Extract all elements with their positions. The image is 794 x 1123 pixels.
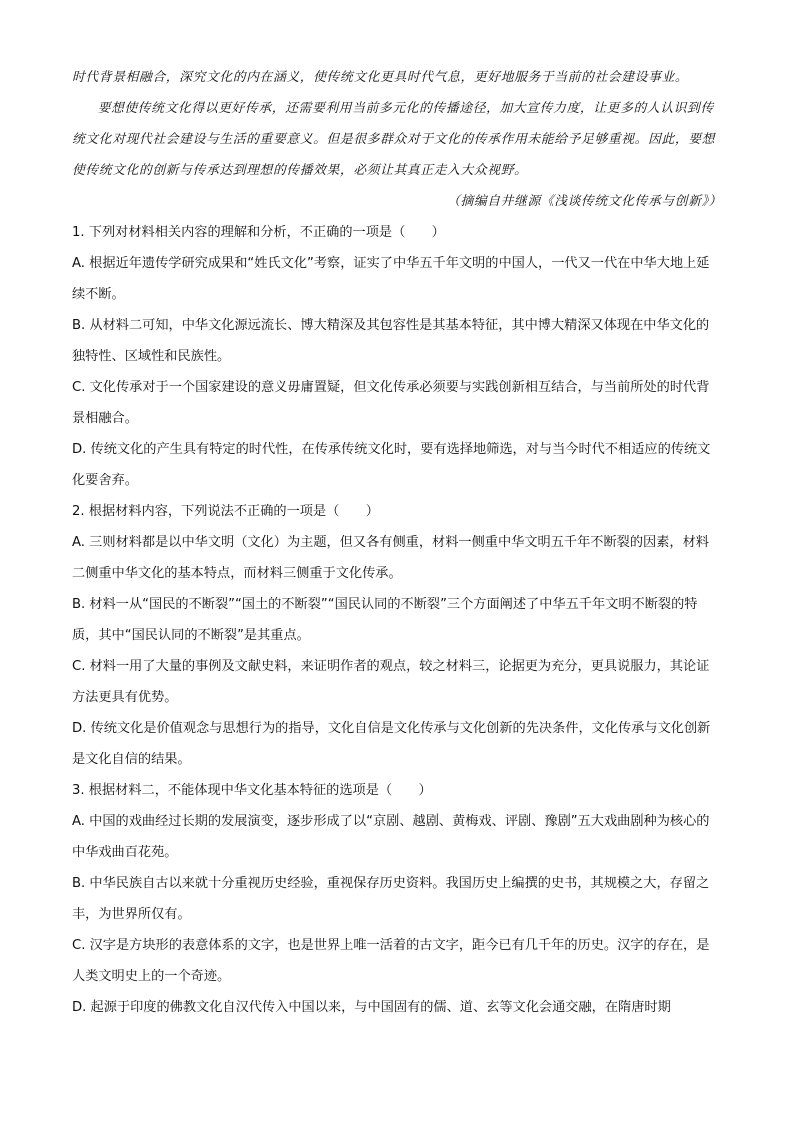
question-2 — [72, 496, 722, 775]
option-c: C. 文化传承对于一个国家建设的意义毋庸置疑，但文化传承必须要与实践创新相互结合，与当前所处的时代背景相融合。 — [72, 380, 710, 426]
question-stem: 3. 根据材料二，不能体现中华文化基本特征的选项是（ ） — [72, 783, 432, 798]
passage-source: （摘编自井继源《浅谈传统文化传承与创新》） — [447, 194, 722, 209]
option-d: D. 传统文化是价值观念与思想行为的指导，文化自信是文化传承与文化创新的先决条件，文化传承与文化创新是文化自信的结果。 — [72, 721, 711, 767]
question-list — [72, 217, 722, 1023]
option-b: B. 中华民族自古以来就十分重视历史经验，重视保存历史资料。我国历史上编撰的史书，其规模之大，存留之丰，为世界所仅有。 — [72, 876, 710, 922]
option-a: A. 三则材料都是以中华文明（文化）为主题，但又各有侧重，材料一侧重中华文明五千年不断裂的因素，材料二侧重中华文化的基本特点，而材料三侧重于文化传承。 — [72, 535, 709, 581]
question-stem: 1. 下列对材料相关内容的理解和分析，不正确的一项是（ ） — [72, 225, 445, 240]
passage-paragraph: 要想使传统文化得以更好传承，还需要利用当前多元化的传播途径，加大宣传力度，让更多的人认识到传统文化对现代社会建设与生活的重要意义。但是很多群众对于文化的传承作用未能给予足够重视。因此，要想使传统文化的创新与传承达到理想的传播效果，必须让其真正走入大众视野。 — [72, 101, 716, 178]
option-b: B. 材料一从“国民的不断裂”“国土的不断裂”“国民认同的不断裂”三个方面阐述了中华五千年文明不断裂的特质，其中“国民认同的不断裂”是其重点。 — [72, 597, 698, 643]
option-a: A. 中国的戏曲经过长期的发展演变，逐步形成了以“京剧、越剧、黄梅戏、评剧、豫剧”五大戏曲剧种为核心的中华戏曲百花苑。 — [72, 814, 710, 860]
option-a: A. 根据近年遗传学研究成果和“姓氏文化”考察，证实了中华五千年文明的中国人，一代又一代在中华大地上延续不断。 — [72, 256, 710, 302]
passage-line: 时代背景相融合，深究文化的内在涵义，使传统文化更具时代气息，更好地服务于当前的社会建设事业。 — [72, 70, 689, 85]
option-c: C. 材料一用了大量的事例及文献史料，来证明作者的观点，较之材料三，论据更为充分，更具说服力，其论证方法更具有优势。 — [72, 659, 710, 705]
option-d: D. 起源于印度的佛教文化自汉代传入中国以来，与中国固有的儒、道、玄等文化会通交融，在隋唐时期 — [72, 1000, 671, 1015]
option-c: C. 汉字是方块形的表意体系的文字，也是世界上唯一活着的古文字，距今已有几千年的历史。汉字的存在，是人类文明史上的一个奇迹。 — [72, 938, 710, 984]
passage-excerpt — [72, 62, 722, 217]
question-3 — [72, 775, 722, 1023]
option-b: B. 从材料二可知，中华文化源远流长、博大精深及其包容性是其基本特征，其中博大精深又体现在中华文化的独特性、区域性和民族性。 — [72, 318, 710, 364]
question-stem: 2. 根据材料内容，下列说法不正确的一项是（ ） — [72, 504, 379, 519]
option-d: D. 传统文化的产生具有特定的时代性，在传承传统文化时，要有选择地筛选，对与当今时代不相适应的传统文化要舍弃。 — [72, 442, 711, 488]
question-1 — [72, 217, 722, 496]
